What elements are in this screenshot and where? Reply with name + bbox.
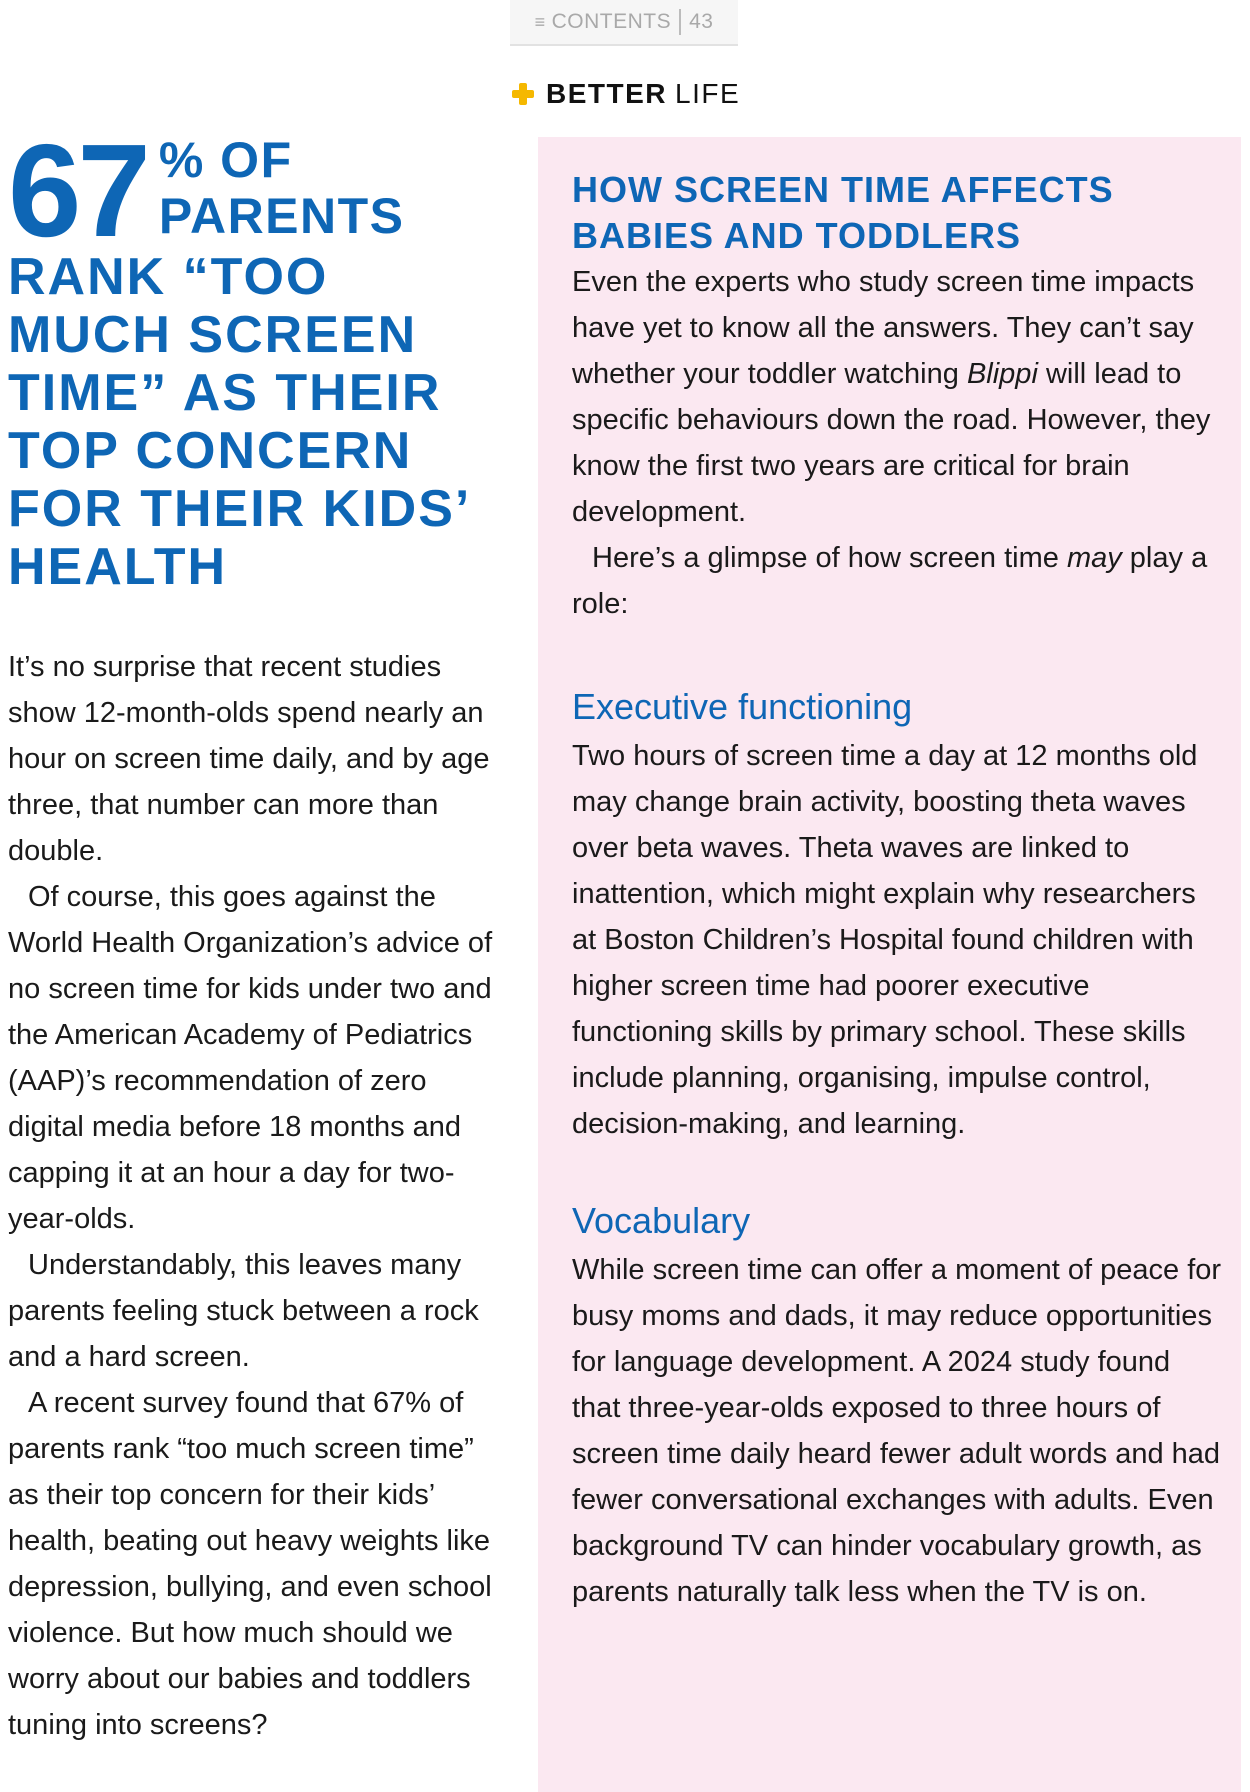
subheading-executive-functioning: Executive functioning [572,686,913,727]
sidebar-panel [538,137,1241,1792]
paragraph: It’s no surprise that recent studies show 12-month-olds spend nearly an hour on screen time daily, and by age three, that number can more than double. [8,651,490,867]
headline-side-line: % OF [158,132,293,188]
headline-line: HEALTH [8,538,228,596]
article-body [8,644,508,1748]
paragraph: A recent survey found that 67% of parents rank “too much screen time” as their top concern for their kids’ health, beating out heavy weights like depression, bullying, and even school violence. But how much should we worry about our babies and toddlers tuning into screens? [8,1387,492,1741]
section-tag-bold: BETTER [546,78,667,109]
paragraph: Understandably, this leaves many parents feeling stuck between a rock and a hard screen. [8,1249,479,1373]
headline-line: MUCH SCREEN [8,306,418,364]
headline-line: FOR THEIR KIDS’ [8,480,472,538]
panel-title: HOW SCREEN TIME AFFECTS BABIES AND TODDLERS [572,169,1114,256]
contents-nav[interactable] [510,0,738,46]
section-tag [512,76,740,112]
headline-line: TIME” AS THEIR [8,364,442,422]
left-column [8,117,508,1748]
headline-line: TOP CONCERN [8,422,413,480]
subheading-vocabulary: Vocabulary [572,1200,751,1241]
headline-line: RANK “TOO [8,248,329,306]
paragraph: Here’s a glimpse of how screen time may play a role: [572,542,1208,620]
divider [679,9,681,35]
headline [8,117,508,596]
paragraph: Two hours of screen time a day at 12 months old may change brain activity, boosting theta waves over beta waves. Theta waves are linked to inattention, which might explain why researchers at Boston Children’s Hospital found children with higher screen time had poorer executive functioning skills by primary school. These skills include planning, organising, impulse control, decision-making, and learning. [572,740,1198,1140]
headline-number: 67 [8,117,147,264]
section-body [572,733,1222,1147]
section-body [572,1247,1222,1615]
panel-intro [572,259,1222,627]
section-tag-light: LIFE [675,78,741,109]
page-number: 43 [689,10,714,33]
paragraph: Of course, this goes against the World Health Organization’s advice of no screen time for kids under two and the American Academy of Pediatrics (AAP)’s recommendation of zero digital media before 18 months and capping it at an hour a day for two-year-olds. [8,881,493,1235]
paragraph: While screen time can offer a moment of peace for busy moms and dads, it may reduce opportunities for language development. A 2024 study found that three-year-olds exposed to three hours of screen time daily heard fewer adult words and had fewer conversational exchanges with adults. Even background TV can hinder vocabulary growth, as parents naturally talk less when the TV is on. [572,1254,1222,1608]
paragraph: Even the experts who study screen time impacts have yet to know all the answers. They can’t say whether your toddler watching Blippi will lead to specific behaviours down the road. However, they know the first two years are critical for brain development. [572,266,1211,528]
contents-label: CONTENTS [551,10,672,33]
menu-icon: ≡ [534,11,546,32]
plus-icon [512,83,534,105]
headline-side-line: PARENTS [158,188,405,244]
